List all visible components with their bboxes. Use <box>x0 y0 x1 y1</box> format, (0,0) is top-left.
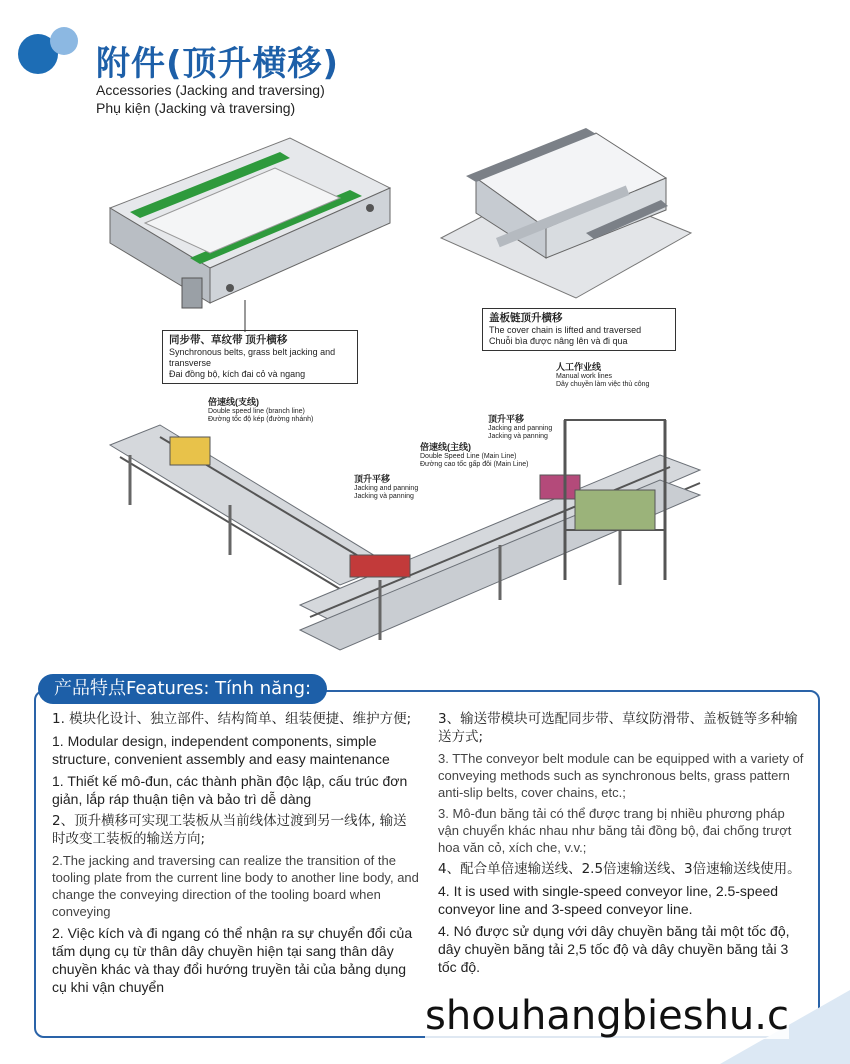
label-jack1-vi: Jacking và panning <box>354 493 414 500</box>
subtitle-english: Accessories (Jacking and traversing) <box>96 82 325 98</box>
features-left-column <box>52 710 420 1000</box>
feature-4-cn: 4、配合单倍速输送线、2.5倍速输送线、3倍速输送线使用。 <box>438 861 801 877</box>
label-jack1-cn: 顶升平移 <box>354 474 391 484</box>
callout-cover-vi: Chuỗi bìa được nâng lên và đi qua <box>489 336 628 346</box>
label-branch-vi: Đường tốc độ kép (đường nhánh) <box>208 416 314 423</box>
callout-sync-leader <box>240 300 250 332</box>
label-manual-en: Manual work lines <box>556 373 613 380</box>
label-main-vi: Đường cao tốc gấp đôi (Main Line) <box>420 461 529 468</box>
feature-4-en: 4. It is used with single-speed conveyor line, 2.5-speed conveyor line and 3-speed conveyor line. <box>438 883 779 917</box>
logo-dot-small <box>50 27 78 55</box>
callout-cover-cn: 盖板链顶升横移 <box>489 312 563 324</box>
callout-synchronous-belt <box>162 330 358 384</box>
feature-3-en: 3. TThe conveyor belt module can be equipped with a variety of conveying methods such as synchronous belts, grass pattern anti-slip belts, cover chains, etc.; <box>438 751 804 800</box>
callout-sync-cn: 同步带、草纹带 顶升横移 <box>169 334 288 346</box>
label-branch-cn: 倍速线(支线) <box>208 397 259 407</box>
label-jack2-cn: 顶升平移 <box>488 414 525 424</box>
conveyor-line-layout-diagram <box>100 395 710 665</box>
belt-jacking-module-illustration <box>100 128 400 318</box>
label-branch-line <box>208 397 313 424</box>
label-jacking-panning-left <box>354 474 418 501</box>
feature-3-cn: 3、输送带模块可选配同步带、草纹防滑带、盖板链等多种输送方式; <box>438 711 798 745</box>
page-title: 附件(顶升横移) <box>96 44 340 84</box>
label-jack1-en: Jacking and panning <box>354 485 419 492</box>
label-jacking-panning-right <box>488 414 552 441</box>
label-branch-en: Double speed line (branch line) <box>208 408 305 415</box>
features-heading: 产品特点Features: Tính năng: <box>38 674 327 704</box>
feature-1-cn: 1. 模块化设计、独立部件、结构简单、组装便捷、维护方便; <box>52 711 412 727</box>
feature-1-en: 1. Modular design, independent components, simple structure, convenient assembly and easy maintenance <box>52 733 390 767</box>
features-right-column <box>438 710 804 980</box>
feature-2-cn: 2、顶升横移可实现工装板从当前线体过渡到另一线体, 输送时改变工装板的输送方向; <box>52 813 407 847</box>
feature-4-vi: 4. Nó được sử dụng với dây chuyền băng tải một tốc độ, dây chuyền băng tải 2,5 tốc độ và dây chuyền băng tải 3 tốc độ. <box>438 923 790 975</box>
watermark-text: shouhangbieshu.c <box>425 993 789 1039</box>
label-manual-cn: 人工作业线 <box>556 362 602 372</box>
label-jack2-en: Jacking and panning <box>488 425 553 432</box>
callout-cover-en: The cover chain is lifted and traversed <box>489 325 642 335</box>
label-manual-work-line <box>556 362 649 389</box>
label-main-en: Double Speed Line (Main Line) <box>420 453 517 460</box>
feature-1-vi: 1. Thiết kế mô-đun, các thành phần độc lập, cấu trúc đơn giản, lắp ráp thuận tiện và bảo trì dễ dàng <box>52 773 408 807</box>
feature-2-vi: 2. Việc kích và đi ngang có thể nhận ra sự chuyển đổi của tấm dụng cụ từ thân dây chuyền hiện tại sang thân dây chuyền khác và thay đổi hướng truyền tải của bảng dụng cụ khi vận chuyển <box>52 925 413 995</box>
subtitle-vietnamese: Phụ kiện (Jacking và traversing) <box>96 100 296 116</box>
cover-chain-module-illustration <box>436 118 696 303</box>
callout-sync-vi: Đai đồng bộ, kích đai cỏ và ngang <box>169 369 306 379</box>
label-manual-vi: Dây chuyền làm việc thủ công <box>556 381 650 388</box>
callout-cover-chain <box>482 308 676 351</box>
callout-sync-en: Synchronous belts, grass belt jacking and transverse <box>169 347 336 368</box>
feature-3-vi: 3. Mô-đun băng tải có thể được trang bị nhiều phương pháp vận chuyển khác nhau như băng tải đồng bộ, đai chống trượt hoa văn cỏ, xích che, v.v.; <box>438 806 792 855</box>
label-jack2-vi: Jacking và panning <box>488 433 548 440</box>
feature-2-en: 2.The jacking and traversing can realize the transition of the tooling plate from the current line body to another line body, and change the conveying direction of the tooling board when conveying <box>52 853 419 919</box>
label-main-line <box>420 442 529 469</box>
label-main-cn: 倍速线(主线) <box>420 442 471 452</box>
